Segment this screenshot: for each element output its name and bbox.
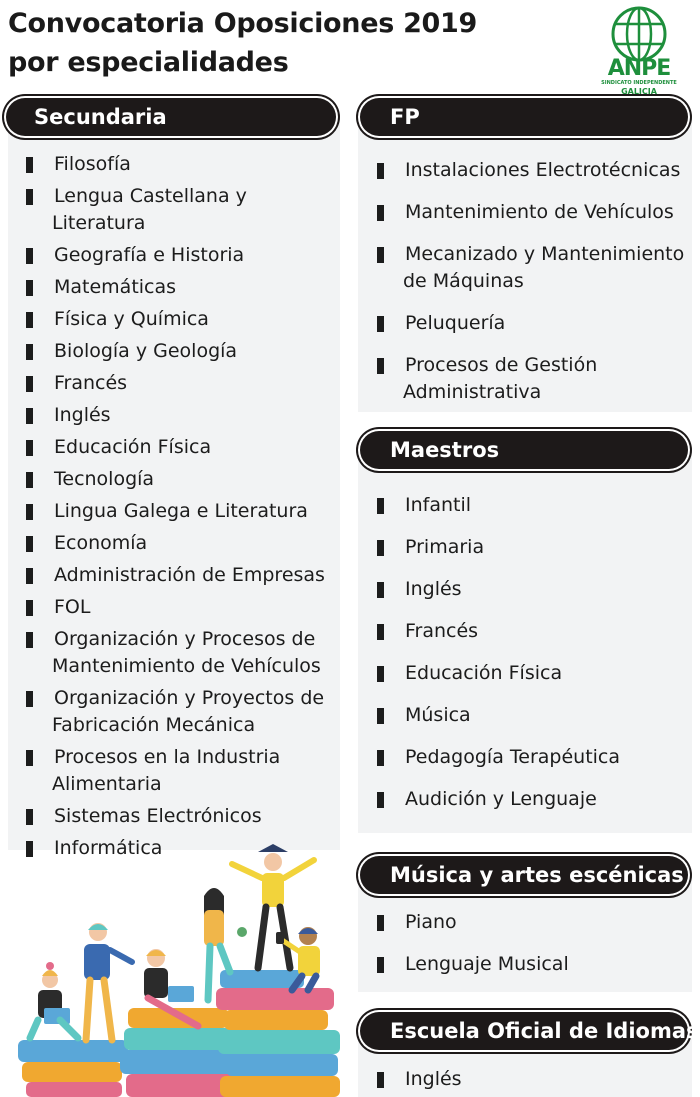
list-item-label: Lenguaje Musical bbox=[405, 953, 569, 975]
bullet-icon bbox=[377, 358, 384, 374]
list-item bbox=[377, 744, 689, 771]
list-item-label: Francés bbox=[405, 620, 479, 642]
bullet-icon bbox=[26, 536, 33, 552]
list-item bbox=[377, 909, 689, 936]
maestros-list bbox=[377, 492, 689, 828]
bullet-icon bbox=[26, 472, 33, 488]
list-item-label: Procesos en la Industria Alimentaria bbox=[52, 746, 281, 795]
bullet-icon bbox=[26, 809, 33, 825]
bullet-icon bbox=[377, 708, 384, 724]
list-item bbox=[26, 466, 340, 493]
bullet-icon bbox=[26, 376, 33, 392]
list-item-label: Piano bbox=[405, 911, 457, 933]
anpe-logo bbox=[596, 6, 682, 98]
logo-subtitle: SINDICATO INDEPENDENTE bbox=[601, 80, 677, 86]
list-item-label: Filosofía bbox=[54, 153, 131, 175]
list-item-label: Música bbox=[405, 704, 471, 726]
list-item-label: Educación Física bbox=[405, 662, 563, 684]
list-item bbox=[26, 498, 340, 525]
list-item-label: Física y Química bbox=[54, 308, 209, 330]
list-item-label: Organización y Procesos de Mantenimiento de Vehículos bbox=[52, 628, 321, 677]
list-item-label: Organización y Proyectos de Fabricación Mecánica bbox=[52, 687, 325, 736]
bullet-icon bbox=[377, 624, 384, 640]
list-item-label: Informática bbox=[54, 837, 163, 859]
title-line-2: por especialidades bbox=[8, 47, 289, 78]
list-item bbox=[26, 744, 340, 798]
bullet-icon bbox=[377, 957, 384, 973]
list-item-label: Economía bbox=[54, 532, 148, 554]
list-item-label: Mecanizado y Mantenimiento de Máquinas bbox=[403, 243, 685, 292]
list-item bbox=[377, 492, 689, 519]
list-item bbox=[26, 626, 340, 680]
list-item bbox=[26, 151, 340, 178]
title-line-1: Convocatoria Oposiciones 2019 bbox=[8, 8, 478, 39]
list-item bbox=[26, 370, 340, 397]
list-item-label: Educación Física bbox=[54, 436, 212, 458]
list-item-label: Primaria bbox=[405, 536, 485, 558]
bullet-icon bbox=[377, 1072, 384, 1088]
list-item-label: Administración de Empresas bbox=[54, 564, 325, 586]
globe-icon bbox=[596, 6, 682, 62]
students-on-books-illustration bbox=[8, 840, 348, 1097]
list-item bbox=[377, 702, 689, 729]
list-item-label: Francés bbox=[54, 372, 128, 394]
bullet-icon bbox=[26, 440, 33, 456]
list-item bbox=[26, 562, 340, 589]
list-item bbox=[26, 803, 340, 830]
list-item bbox=[26, 530, 340, 557]
bullet-icon bbox=[377, 316, 384, 332]
musica-list bbox=[377, 909, 689, 993]
list-item-label: FOL bbox=[54, 596, 91, 618]
bullet-icon bbox=[377, 540, 384, 556]
bullet-icon bbox=[377, 915, 384, 931]
list-item bbox=[26, 183, 340, 237]
musica-header: Música y artes escénicas bbox=[360, 856, 688, 894]
list-item bbox=[26, 594, 340, 621]
list-item bbox=[377, 157, 689, 184]
list-item bbox=[377, 951, 689, 978]
bullet-icon bbox=[26, 280, 33, 296]
page-title bbox=[8, 4, 568, 82]
list-item-label: Pedagogía Terapéutica bbox=[405, 746, 621, 768]
list-item-label: Infantil bbox=[405, 494, 472, 516]
maestros-header: Maestros bbox=[360, 431, 688, 469]
list-item bbox=[377, 660, 689, 687]
fp-list bbox=[377, 157, 689, 421]
list-item-label: Lengua Castellana y Literatura bbox=[52, 185, 247, 234]
bullet-icon bbox=[26, 504, 33, 520]
list-item bbox=[377, 241, 689, 295]
bullet-icon bbox=[26, 691, 33, 707]
list-item-label: Inglés bbox=[405, 1068, 462, 1090]
bullet-icon bbox=[26, 568, 33, 584]
list-item bbox=[377, 534, 689, 561]
bullet-icon bbox=[26, 248, 33, 264]
bullet-icon bbox=[26, 632, 33, 648]
list-item bbox=[377, 576, 689, 603]
bullet-icon bbox=[377, 750, 384, 766]
bullet-icon bbox=[377, 582, 384, 598]
list-item-label: Biología y Geología bbox=[54, 340, 238, 362]
list-item bbox=[26, 274, 340, 301]
list-item-label: Procesos de Gestión Administrativa bbox=[403, 354, 598, 403]
list-item-label: Sistemas Electrónicos bbox=[54, 805, 262, 827]
list-item bbox=[377, 199, 689, 226]
fp-header: FP bbox=[360, 98, 688, 136]
logo-region: GALICIA bbox=[621, 87, 657, 96]
list-item bbox=[377, 352, 689, 406]
logo-name: ANPE bbox=[607, 56, 671, 81]
bullet-icon bbox=[26, 600, 33, 616]
bullet-icon bbox=[377, 247, 384, 263]
list-item bbox=[26, 242, 340, 269]
list-item-label: Inglés bbox=[54, 404, 111, 426]
secundaria-header: Secundaria bbox=[6, 98, 336, 136]
bullet-icon bbox=[26, 344, 33, 360]
bullet-icon bbox=[377, 163, 384, 179]
list-item-label: Instalaciones Electrotécnicas bbox=[405, 159, 681, 181]
bullet-icon bbox=[377, 498, 384, 514]
list-item-label: Mantenimiento de Vehículos bbox=[405, 201, 674, 223]
list-item-label: Geografía e Historia bbox=[54, 244, 245, 266]
list-item-label: Inglés bbox=[405, 578, 462, 600]
list-item bbox=[377, 786, 689, 813]
eoi-header: Escuela Oficial de Idiomas bbox=[360, 1012, 688, 1050]
list-item-label: Audición y Lenguaje bbox=[405, 788, 597, 810]
list-item bbox=[377, 310, 689, 337]
list-item-label: Lingua Galega e Literatura bbox=[54, 500, 308, 522]
bullet-icon bbox=[377, 792, 384, 808]
list-item bbox=[26, 402, 340, 429]
secundaria-list bbox=[26, 151, 340, 867]
bullet-icon bbox=[26, 750, 33, 766]
bullet-icon bbox=[26, 157, 33, 173]
list-item bbox=[377, 618, 689, 645]
list-item bbox=[26, 434, 340, 461]
bullet-icon bbox=[377, 205, 384, 221]
list-item-label: Peluquería bbox=[405, 312, 506, 334]
list-item bbox=[377, 1066, 689, 1093]
bullet-icon bbox=[26, 408, 33, 424]
bullet-icon bbox=[26, 312, 33, 328]
list-item bbox=[26, 685, 340, 739]
list-item-label: Tecnología bbox=[54, 468, 155, 490]
bullet-icon bbox=[26, 189, 33, 205]
list-item bbox=[26, 338, 340, 365]
list-item bbox=[26, 306, 340, 333]
bullet-icon bbox=[377, 666, 384, 682]
eoi-list bbox=[377, 1066, 689, 1093]
list-item-label: Matemáticas bbox=[54, 276, 177, 298]
